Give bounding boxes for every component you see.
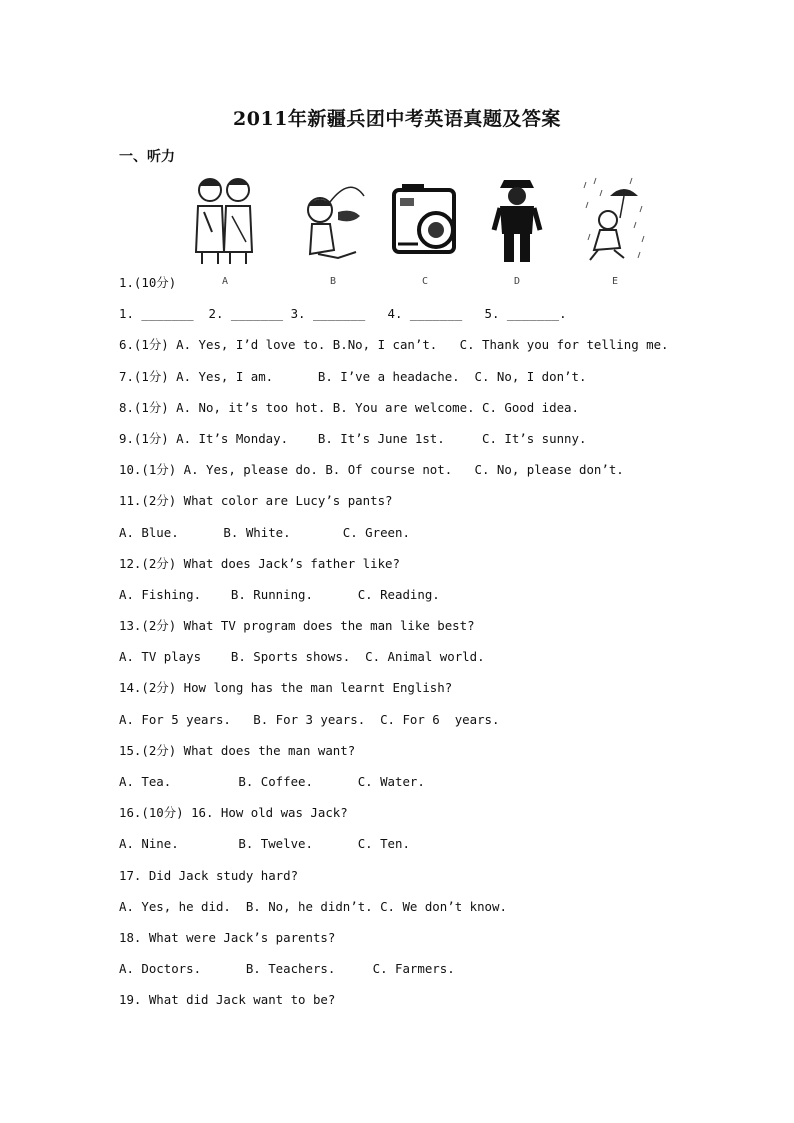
camera-illustration: [390, 172, 460, 267]
text-line: 8.(1分) A. No, it’s too hot. B. You are welcome. C. Good idea.: [119, 399, 579, 415]
text-line: A. Yes, he did. B. No, he didn’t. C. We don’t know.: [119, 898, 507, 914]
text-line: 19. What did Jack want to be?: [119, 992, 336, 1008]
rainy-weather-illustration: [580, 172, 650, 267]
text-line: 15.(2分) What does the man want?: [119, 742, 356, 758]
text-line: A. Blue. B. White. C. Green.: [119, 524, 410, 540]
text-line: 1.(10分): [119, 275, 177, 290]
text-line: 1. _______ 2. _______ 3. _______ 4. _______ 5. _______.: [119, 306, 567, 322]
text-line: A. Tea. B. Coffee. C. Water.: [119, 774, 425, 789]
question-list: [119, 272, 719, 1021]
picture-d-label: D: [513, 276, 521, 287]
text-line: 16.(10分) 16. How old was Jack?: [119, 805, 348, 821]
picture-c-label: C: [421, 276, 429, 287]
picture-b-label: B: [329, 276, 337, 287]
text-line: A. For 5 years. B. For 3 years. C. For 6 years.: [119, 711, 500, 727]
text-line: 14.(2分) How long has the man learnt English?: [119, 680, 453, 696]
boy-fishing-illustration: [298, 172, 368, 267]
picture-a-label: A: [221, 276, 229, 287]
two-people-talking-illustration: [190, 172, 260, 267]
text-line: 9.(1分) A. It’s Monday. B. It’s June 1st. C. It’s sunny.: [119, 430, 587, 446]
policeman-illustration: [482, 172, 552, 267]
text-line: 6.(1分) A. Yes, I’d love to. B.No, I can’t. C. Thank you for telling me.: [119, 337, 669, 353]
text-line: 18. What were Jack’s parents?: [119, 929, 336, 945]
text-line: 17. Did Jack study hard?: [119, 867, 299, 883]
text-line: A. Nine. B. Twelve. C. Ten.: [119, 836, 410, 852]
picture-e-label: E: [611, 276, 619, 287]
text-line: 11.(2分) What color are Lucy’s pants?: [119, 493, 393, 509]
page-title: 2011年新疆兵团中考英语真题及答案: [233, 108, 561, 130]
text-line: A. Fishing. B. Running. C. Reading.: [119, 586, 440, 602]
text-line: A. Doctors. B. Teachers. C. Farmers.: [119, 961, 455, 977]
section-heading: 一、听力: [119, 149, 175, 165]
text-line: 13.(2分) What TV program does the man like best?: [119, 618, 475, 634]
text-line: 12.(2分) What does Jack’s father like?: [119, 555, 400, 571]
text-line: A. TV plays B. Sports shows. C. Animal world.: [119, 649, 485, 665]
text-line: 10.(1分) A. Yes, please do. B. Of course not. C. No, please don’t.: [119, 462, 624, 478]
text-line: 7.(1分) A. Yes, I am. B. I’ve a headache. C. No, I don’t.: [119, 368, 587, 384]
